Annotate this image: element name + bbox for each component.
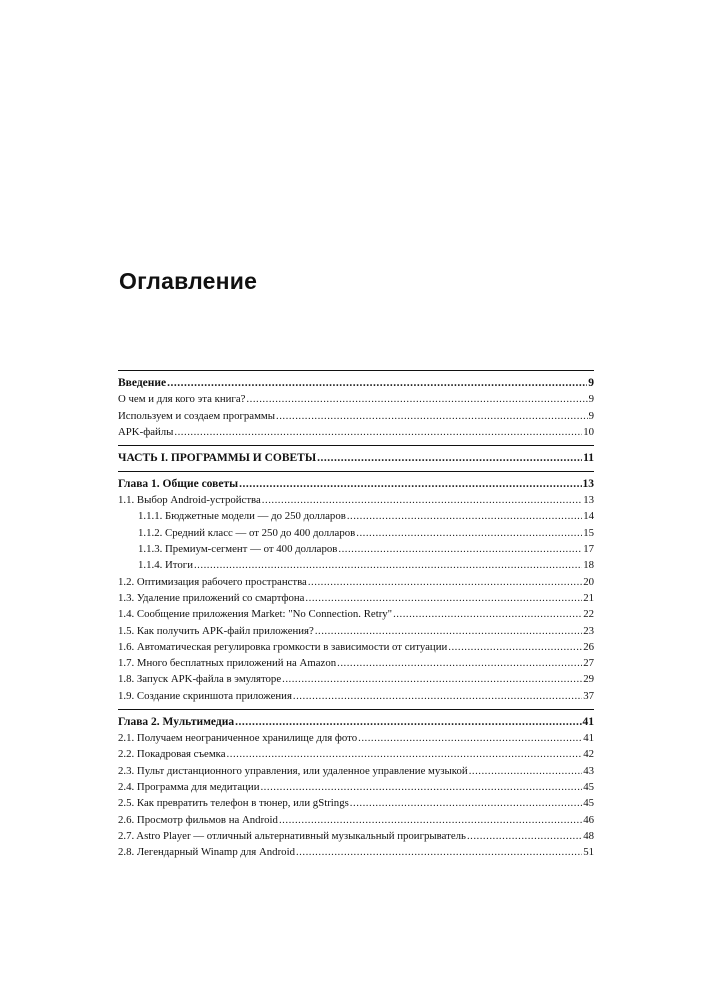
- toc-subentry[interactable]: [118, 523, 594, 539]
- toc-entry-title: 1.6. Автоматическая регулировка громкости в зависимости от ситуации: [118, 640, 448, 653]
- toc-entry-title: 2.4. Программа для медитации: [118, 780, 260, 793]
- divider: [118, 471, 594, 472]
- leader-dots: [227, 748, 583, 761]
- leader-dots: [235, 716, 581, 729]
- toc-entry-title: Глава 2. Мультимедиа: [118, 715, 235, 728]
- toc-entry[interactable]: [118, 827, 594, 843]
- toc-page-number: 11: [583, 451, 594, 464]
- toc-page-number: 9: [588, 377, 594, 389]
- toc-heading-part-1[interactable]: [118, 448, 594, 465]
- leader-dots: [338, 543, 582, 556]
- divider: [118, 445, 594, 446]
- toc-entry[interactable]: [118, 589, 594, 605]
- leader-dots: [347, 510, 582, 523]
- toc-entry-title: 1.1.1. Бюджетные модели — до 250 долларов: [138, 510, 346, 523]
- leader-dots: [246, 393, 587, 406]
- toc-entry-title: 1.8. Запуск APK-файла в эмуляторе: [118, 673, 282, 686]
- toc-page-number: 46: [583, 813, 594, 826]
- toc-entry-title: 1.2. Оптимизация рабочего пространства: [118, 575, 307, 588]
- toc-page-number: 26: [583, 640, 594, 653]
- toc-entry[interactable]: [118, 605, 594, 621]
- leader-dots: [293, 690, 582, 703]
- leader-dots: [469, 765, 583, 778]
- leader-dots: [296, 846, 582, 859]
- toc-page-number: 43: [583, 764, 594, 777]
- leader-dots: [337, 657, 582, 670]
- page-title: Оглавление: [119, 268, 258, 294]
- toc-entry-title: 1.9. Создание скриншота приложения: [118, 689, 292, 702]
- toc-intro-section: [118, 370, 594, 439]
- toc-page-number: 29: [583, 673, 594, 686]
- toc-subentry[interactable]: [118, 556, 594, 572]
- divider: [118, 370, 594, 371]
- toc-page-number: 37: [583, 689, 594, 702]
- toc-page-number: 41: [582, 715, 594, 728]
- toc-page-number: 10: [583, 425, 594, 438]
- toc-entry[interactable]: [118, 670, 594, 686]
- toc-entry[interactable]: [118, 778, 594, 794]
- leader-dots: [276, 410, 588, 423]
- leader-dots: [260, 781, 582, 794]
- toc-page-number: 45: [583, 797, 594, 810]
- toc-page-number: 23: [583, 624, 594, 637]
- toc-page-number: 45: [583, 780, 594, 793]
- toc-entry-title: Введение: [118, 377, 167, 389]
- leader-dots: [308, 576, 582, 589]
- toc-page-number: 17: [583, 543, 594, 556]
- leader-dots: [315, 625, 582, 638]
- toc-entry[interactable]: [118, 406, 594, 422]
- toc-entry-title: 2.7. Astro Player — отличный альтернативный музыкальный проигрыватель: [118, 829, 466, 842]
- toc-entry[interactable]: [118, 729, 594, 745]
- toc-page-number: 51: [583, 846, 594, 859]
- leader-dots: [305, 592, 582, 605]
- toc-heading-chapter-1[interactable]: [118, 474, 594, 491]
- toc-page-number: 20: [583, 575, 594, 588]
- leader-dots: [317, 452, 582, 465]
- toc-entry-title: 2.2. Покадровая съемка: [118, 748, 226, 761]
- toc-page-number: 22: [583, 608, 594, 621]
- leader-dots: [282, 673, 582, 686]
- toc-chapter-1-section: [118, 471, 594, 703]
- leader-dots: [239, 478, 581, 491]
- toc-part-section: [118, 445, 594, 465]
- toc-entry-title: 1.5. Как получить APK-файл приложения?: [118, 624, 314, 637]
- toc-entry-title: 2.1. Получаем неограниченное хранилище для фото: [118, 732, 358, 745]
- toc-entry-title: APK-файлы: [118, 425, 174, 438]
- toc-entry-title: 1.7. Много бесплатных приложений на Amazon: [118, 657, 337, 670]
- toc-entry[interactable]: [118, 491, 594, 507]
- leader-dots: [279, 814, 582, 827]
- toc-page-number: 42: [583, 748, 594, 761]
- toc-entry-title: Глава 1. Общие советы: [118, 477, 239, 490]
- toc-page-number: 27: [583, 657, 594, 670]
- toc-page-number: 41: [583, 732, 594, 745]
- leader-dots: [358, 732, 582, 745]
- toc-page-number: 18: [583, 559, 594, 572]
- toc-entry[interactable]: [118, 686, 594, 702]
- toc-entry[interactable]: [118, 572, 594, 588]
- toc-entry[interactable]: [118, 390, 594, 406]
- toc-entry[interactable]: [118, 423, 594, 439]
- toc-entry-title: 2.5. Как превратить телефон в тюнер, или gStrings: [118, 797, 349, 810]
- leader-dots: [356, 527, 582, 540]
- toc-page-number: 13: [582, 477, 594, 490]
- toc-entry[interactable]: [118, 638, 594, 654]
- toc-heading-chapter-2[interactable]: [118, 712, 594, 729]
- leader-dots: [167, 377, 587, 390]
- toc-entry-title: Используем и создаем программы: [118, 409, 276, 422]
- table-of-contents: [118, 370, 594, 859]
- leader-dots: [194, 559, 582, 572]
- divider: [118, 709, 594, 710]
- toc-page-number: 15: [583, 526, 594, 539]
- toc-entry-title: 2.8. Легендарный Winamp для Android: [118, 846, 295, 859]
- toc-entry[interactable]: [118, 794, 594, 810]
- toc-entry-title: 2.3. Пульт дистанционного управления, или удаленное управление музыкой: [118, 764, 468, 777]
- toc-entry-title: 1.4. Сообщение приложения Market: "No Connection. Retry": [118, 608, 393, 621]
- toc-entry-title: 1.1. Выбор Android-устройства: [118, 494, 261, 507]
- toc-page-number: 21: [583, 591, 594, 604]
- toc-page-number: 13: [583, 494, 594, 507]
- toc-subentry[interactable]: [118, 540, 594, 556]
- leader-dots: [448, 641, 582, 654]
- toc-chapter-2-section: [118, 709, 594, 859]
- toc-entry[interactable]: [118, 843, 594, 859]
- leader-dots: [262, 494, 582, 507]
- leader-dots: [467, 830, 582, 843]
- toc-entry-title: О чем и для кого эта книга?: [118, 393, 246, 406]
- toc-entry-title: 1.1.2. Средний класс — от 250 до 400 долларов: [138, 526, 356, 539]
- toc-subentry[interactable]: [118, 507, 594, 523]
- leader-dots: [350, 797, 582, 810]
- leader-dots: [174, 426, 582, 439]
- toc-entry[interactable]: [118, 761, 594, 777]
- toc-entry-title: 1.3. Удаление приложений со смартфона: [118, 591, 305, 604]
- toc-heading-intro[interactable]: [118, 373, 594, 390]
- toc-entry-title: 1.1.4. Итоги: [138, 559, 193, 572]
- toc-entry-title: 2.6. Просмотр фильмов на Android: [118, 813, 278, 826]
- toc-page-number: 9: [588, 409, 594, 422]
- toc-entry-title: 1.1.3. Премиум-сегмент — от 400 долларов: [138, 543, 338, 556]
- toc-page-number: 14: [583, 510, 594, 523]
- toc-entry[interactable]: [118, 810, 594, 826]
- toc-entry[interactable]: [118, 621, 594, 637]
- toc-page-number: 48: [583, 829, 594, 842]
- toc-entry[interactable]: [118, 745, 594, 761]
- leader-dots: [393, 608, 582, 621]
- toc-entry[interactable]: [118, 654, 594, 670]
- toc-page-number: 9: [588, 393, 594, 406]
- toc-entry-title: ЧАСТЬ I. ПРОГРАММЫ И СОВЕТЫ: [118, 451, 317, 464]
